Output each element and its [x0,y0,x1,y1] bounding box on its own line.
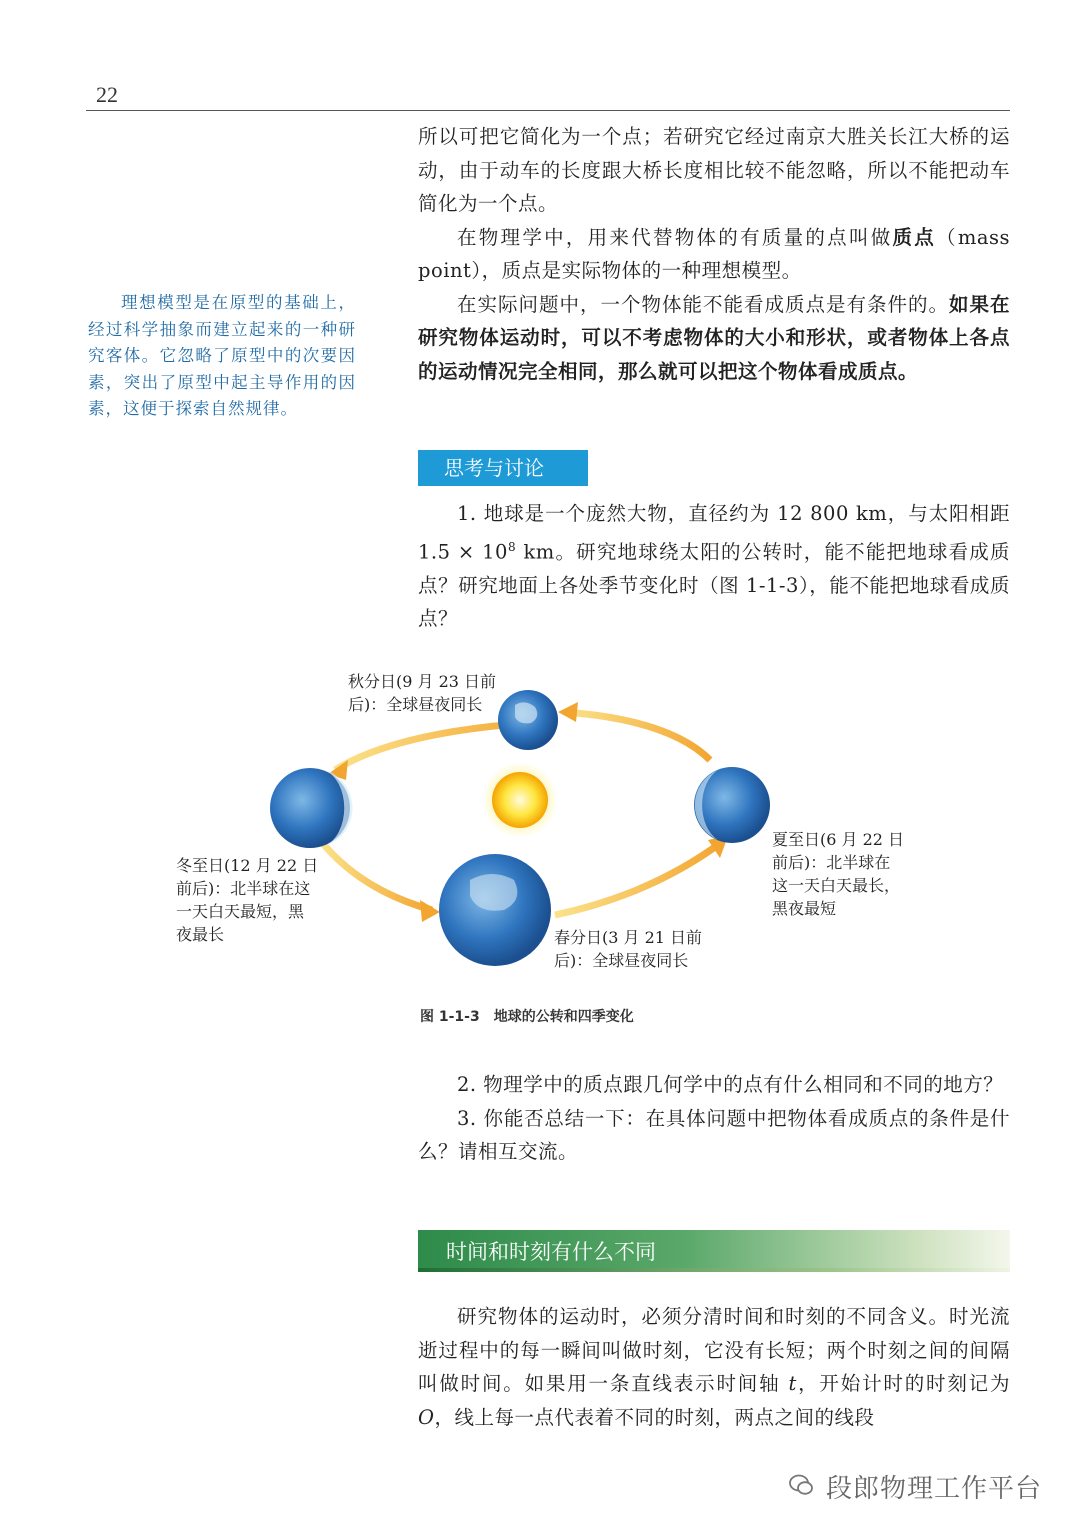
orbit-arrow-winter-spring [320,840,432,910]
variable-t: t [788,1372,797,1395]
para3-text: 在实际问题中，一个物体能不能看成质点是有条件的。 [457,292,949,316]
question-2: 2. 物理学中的质点跟几何学中的点有什么相同和不同的地方？ [457,1073,1004,1096]
questions-2-3 [418,1068,1010,1169]
orbit-arrow-spring-summer [555,842,722,915]
caption-number: 图 1-1-3 [420,1009,480,1025]
para2-text: 在物理学中，用来代替物体的有质量的点叫做 [457,225,893,249]
watermark: 段郎物理工作平台 [826,1474,1043,1504]
label-winter-solstice: 冬至日(12 月 22 日 前后)：北半球在这 一天白天最短，黑 夜最长 [176,856,319,944]
question-3: 3. 你能否总结一下：在具体问题中把物体看成质点的条件是什么？请相互交流。 [418,1106,1010,1163]
think-discuss-tag: 思考与讨论 [418,450,588,486]
earth-autumn [498,690,558,750]
term-mass-point: 质点 [892,225,937,249]
body-text-top [418,120,1010,388]
variable-O: O [418,1405,435,1429]
label-spring-equinox: 春分日(3 月 21 日前 后)：全球昼夜同长 [554,928,703,970]
paragraph-4: 研究物体的运动时，必须分清时间和时刻的不同含义。时光流逝过程中的每一瞬间叫做时刻，它没有长短；两个时刻之间的间隔叫做时间。如果用一条直线表示时间轴 t，开始计时的时刻记为 O，线上每一点代表着不同的时刻，两点之间的线段 [418,1305,1010,1429]
section-header [418,1230,1010,1272]
q1-text: 1. 地球是一个庞然大物，直径约为 12 800 km，与太阳相距 1.5 × 10 [418,502,1010,563]
earth-winter [270,768,353,848]
caption-text: 地球的公转和四季变化 [493,1009,634,1025]
paragraph-3 [418,288,1010,389]
paragraph-2 [418,221,1010,288]
label-autumn-equinox: 秋分日(9 月 23 日前 后)：全球昼夜同长 [348,672,497,714]
paragraph-1: 所以可把它简化为一个点；若研究它经过南京大胜关长江大桥的运动，由于动车的长度跟大桥长度相比较不能忽略，所以不能把动车简化为一个点。 [418,125,1010,215]
earth-orbit-figure [170,660,930,980]
margin-note-text: 理想模型是在原型的基础上，经过科学抽象而建立起来的一种研究客体。它忽略了原型中的次要因素，突出了原型中起主导作用的因素，这便于探索自然规律。 [88,293,356,418]
earth-summer [694,767,770,843]
margin-note [88,290,356,423]
orbit-arrow-summer-autumn [565,712,710,760]
earth-spring [439,854,551,966]
header-rule [86,110,1010,111]
sun [492,772,548,828]
section-stripe [418,1268,1010,1272]
section-title: 时间和时刻有什么不同 [446,1240,656,1264]
label-summer-solstice: 夏至日(6 月 22 日 前后)：北半球在 这一天白天最长， 黑夜最短 [772,830,905,918]
para2-text-end: （mass point），质点是实际物体的一种理想模型。 [418,225,1010,282]
q1-text-end: km。研究地球绕太阳的公转时，能不能把地球看成质点？研究地面上各处季节变化时（图 1-1-3），能不能把地球看成质点？ [418,540,1010,630]
arrowhead [558,702,578,722]
body-text-bottom [418,1300,1010,1434]
para3-bold-condition: 如果在研究物体运动时，可以不考虑物体的大小和形状，或者物体上各点的运动情况完全相同，那么就可以把这个物体看成质点。 [418,292,1010,383]
figure-caption [420,1006,648,1026]
question-1 [418,497,1010,636]
wechat-icon [788,1472,814,1498]
page-number: 22 [96,82,118,107]
arrowhead [420,900,440,922]
q1-exponent: 8 [507,539,517,554]
